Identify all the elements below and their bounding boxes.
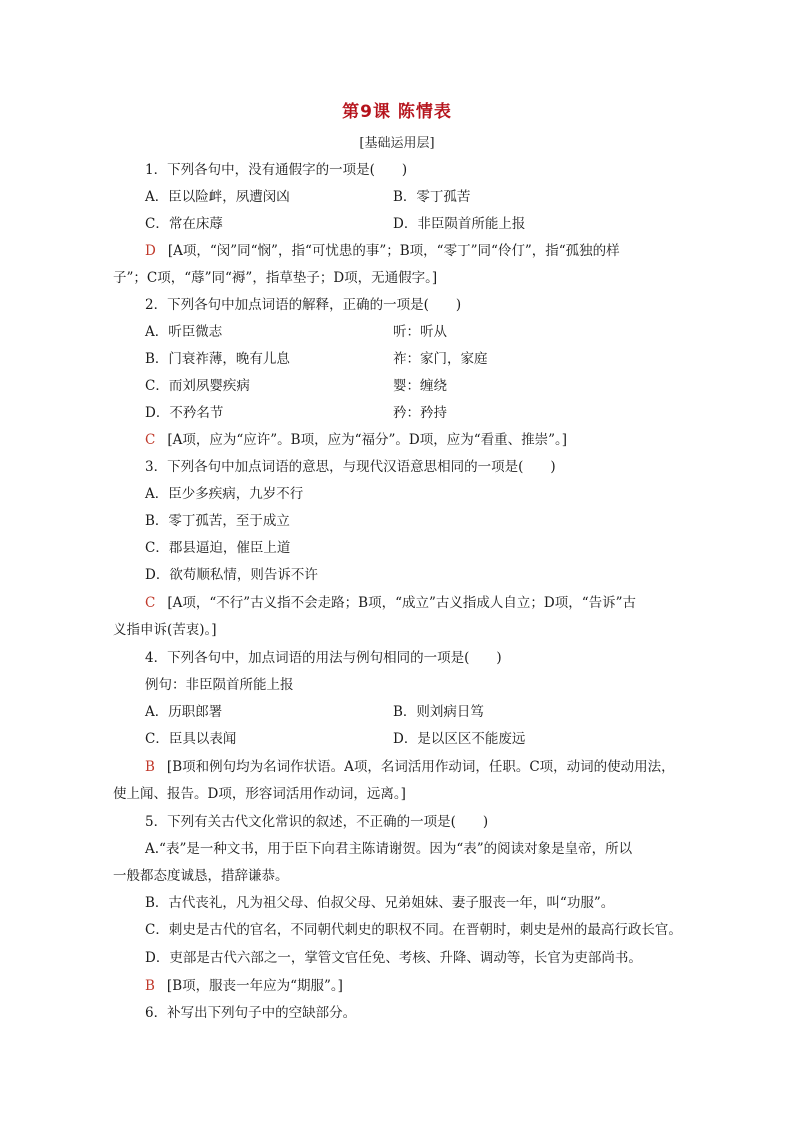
- answer-explanation: [A项，“闵”同“悯”，指“可忧患的事”；B项，“零丁”同“伶仃”，指“孤独的样: [167, 243, 620, 259]
- question-5-option-a: A.“表”是一种文书，用于臣下向君主陈请谢贺。因为“表”的阅读对象是皇帝，所以: [145, 841, 633, 857]
- question-4-answer: [145, 757, 675, 777]
- question-3-option-a: A．臣少多疾病，九岁不行: [145, 486, 304, 502]
- question-3-option-d: D．欲苟顺私情，则告诉不许: [145, 567, 318, 583]
- answer-explanation: [B项和例句均为名词作状语。A项，名词活用作动词，任职。C项，动词的使动用法，: [166, 759, 675, 775]
- question-2-gloss-b: 祚：家门，家庭: [393, 351, 488, 367]
- question-3-answer: [145, 593, 636, 613]
- question-2-gloss-d: 矜：矜持: [393, 405, 447, 421]
- question-2-option-c: C．而刘夙婴疾病: [145, 378, 250, 394]
- question-3-option-b: B．零丁孤苦，至于成立: [145, 513, 290, 529]
- question-1-option-c: C．常在床蓐: [145, 216, 223, 232]
- question-6-stem: 6．补写出下列句子中的空缺部分。: [145, 1005, 357, 1021]
- question-5-option-b: B．古代丧礼，凡为祖父母、伯叔父母、兄弟姐妹、妻子服丧一年，叫“功服”。: [145, 895, 615, 911]
- question-4-answer-cont: 使上闻、报告。D项，形容词活用作动词，远离。]: [113, 786, 406, 802]
- question-2-gloss-a: 听：听从: [393, 324, 447, 340]
- question-4-option-d: D．是以区区不能废远: [393, 731, 526, 747]
- question-4-option-b: B．则刘病日笃: [393, 704, 484, 720]
- question-5-option-d: D．吏部是古代六部之一，掌管文官任免、考核、升降、调动等，长官为吏部尚书。: [145, 950, 642, 966]
- question-3-answer-cont: 义指申诉(苦衷)。]: [113, 622, 217, 638]
- question-1-stem: 1．下列各句中，没有通假字的一项是( ): [145, 162, 408, 178]
- question-2-option-b: B．门衰祚薄，晚有儿息: [145, 351, 290, 367]
- answer-explanation: [B项，服丧一年应为“期服”。]: [166, 978, 343, 994]
- question-2-gloss-c: 婴：缠绕: [393, 378, 447, 394]
- question-4-stem: 4．下列各句中，加点词语的用法与例句相同的一项是( ): [145, 650, 502, 666]
- question-1-answer: [145, 241, 620, 261]
- question-1-option-b: B．零丁孤苦: [393, 189, 471, 205]
- answer-letter: B: [145, 759, 155, 775]
- question-3-stem: 3．下列各句中加点词语的意思，与现代汉语意思相同的一项是( ): [145, 459, 556, 475]
- question-1-option-d: D．非臣陨首所能上报: [393, 216, 526, 232]
- question-2-stem: 2．下列各句中加点词语的解释，正确的一项是( ): [145, 297, 462, 313]
- question-5-answer: [145, 976, 343, 996]
- question-5-stem: 5．下列有关古代文化常识的叙述，不正确的一项是( ): [145, 814, 489, 830]
- question-2-option-a: A．听臣微志: [145, 324, 223, 340]
- question-2-option-d: D．不矜名节: [145, 405, 224, 421]
- question-4-option-c: C．臣具以表闻: [145, 731, 237, 747]
- answer-letter: C: [145, 432, 156, 448]
- answer-letter: C: [145, 595, 156, 611]
- answer-explanation: [A项，“不行”古义指不会走路；B项，“成立”古义指成人自立；D项，“告诉”古: [167, 595, 637, 611]
- question-1-answer-cont: 子”；C项，“蓐”同“褥”，指草垫子；D项，无通假字。]: [113, 270, 438, 286]
- question-5-option-c: C．刺史是古代的官名，不同朝代刺史的职权不同。在晋朝时，刺史是州的最高行政长官。: [145, 922, 682, 938]
- question-3-option-c: C．郡县逼迫，催臣上道: [145, 540, 291, 556]
- answer-explanation: [A项，应为“应许”。B项，应为“福分”。D项，应为“看重、推崇”。]: [167, 432, 568, 448]
- question-2-answer: [145, 430, 567, 450]
- answer-letter: B: [145, 978, 155, 994]
- question-4-example: 例句：非臣陨首所能上报: [145, 677, 294, 693]
- question-5-option-a-cont: 一般都态度诚恳，措辞谦恭。: [113, 868, 289, 884]
- page-title: 第9课 陈情表: [342, 102, 452, 122]
- section-label: [基础运用层]: [359, 136, 435, 151]
- question-1-option-a: A．臣以险衅，夙遭闵凶: [145, 189, 290, 205]
- question-4-option-a: A．历职郎署: [145, 704, 223, 720]
- answer-letter: D: [145, 243, 156, 259]
